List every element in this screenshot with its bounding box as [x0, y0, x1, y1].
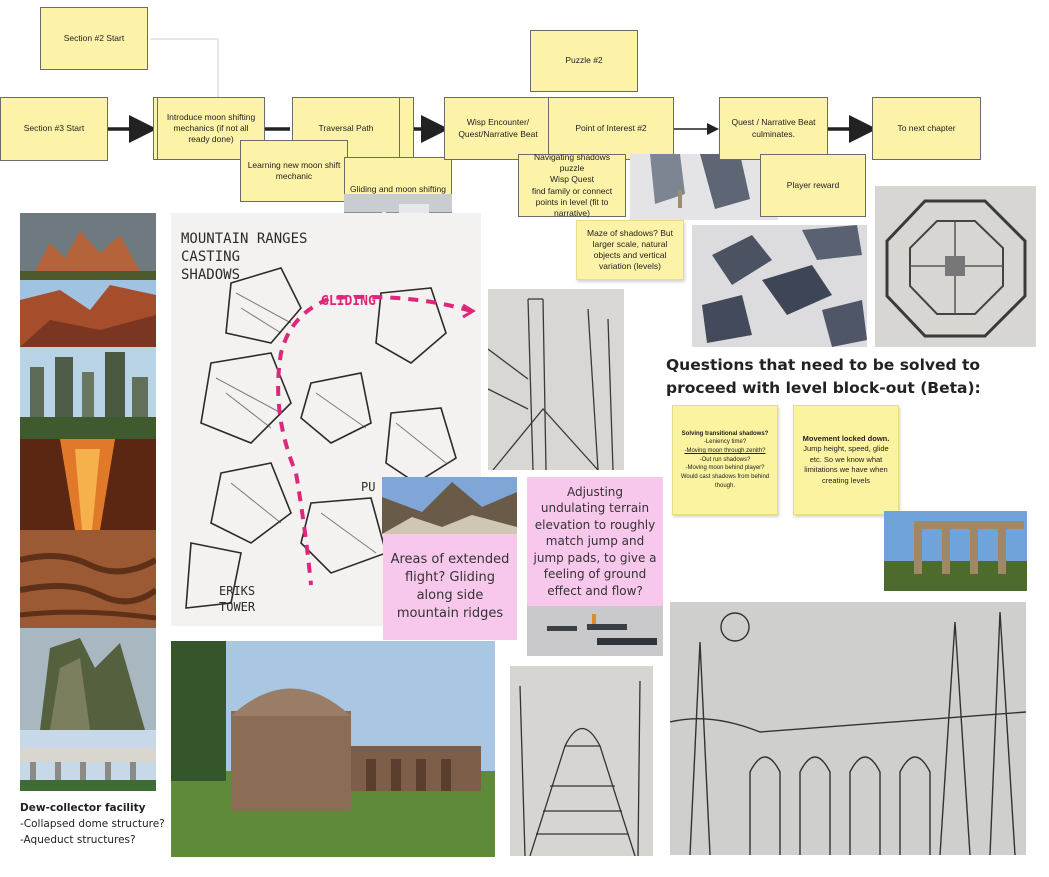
- photo-green-cliffs: [20, 628, 156, 730]
- sticky-shadows-line-1: -Leniency time?: [703, 439, 747, 446]
- photo-aqueduct-ruin: [884, 511, 1027, 591]
- sticky-shadows-line-2: -Moving moon through zenith?: [684, 447, 766, 454]
- sticky-movement-locked[interactable]: [793, 405, 899, 515]
- sketch-mountain-label-2: CASTING: [181, 249, 241, 265]
- sketch-pu-label: PU: [361, 480, 376, 494]
- photo-pillar-mountains: [20, 347, 156, 439]
- note-maze-of-shadows[interactable]: Maze of shadows? But larger scale, natural objects and vertical variation (levels): [576, 220, 684, 280]
- sticky-shadows-line-3: -Out run shadows?: [699, 456, 751, 463]
- photo-dome-aqueduct: [171, 641, 495, 857]
- canyon-perspective-sketch: [488, 289, 624, 470]
- note-learning-moon[interactable]: Learning new moon shift mechanic: [240, 140, 348, 202]
- photo-red-canyon: [20, 280, 156, 347]
- shadow-maze-screenshot-top: [630, 154, 778, 220]
- photo-canyonlands: [20, 530, 156, 628]
- sketch-mountain-label-3: SHADOWS: [181, 267, 241, 283]
- sketch-eriks-label-1: ERIKS: [219, 584, 256, 598]
- sticky-shadows-line-5: Would cast shadows from behind though.: [680, 474, 770, 489]
- photo-aqueduct-bridge: [20, 730, 156, 791]
- sticky-shadows-line-4: -Moving moon behind player?: [685, 465, 765, 472]
- dew-collector-caption: [20, 800, 180, 848]
- pink-note-extended-flight[interactable]: Areas of extended flight? Gliding along side mountain ridges: [383, 534, 517, 640]
- note-puzzle2[interactable]: Puzzle #2: [530, 30, 638, 92]
- hall-perspective-sketch: [510, 666, 653, 856]
- photo-lava-gorge: [20, 439, 156, 530]
- sticky-transitional-shadows[interactable]: [672, 405, 778, 515]
- note-player-reward[interactable]: Player reward: [760, 154, 866, 217]
- note-next-chapter[interactable]: To next chapter: [872, 97, 981, 160]
- note-introduce-moon[interactable]: Introduce moon shifting mechanics (if not all ready done): [157, 97, 265, 160]
- note-gliding-moon[interactable]: Gliding and moon shifting: [344, 157, 452, 219]
- note-navigating-shadows[interactable]: Navigating shadows puzzle Wisp Quest find family or connect points in level (fit to narrative): [518, 154, 626, 217]
- note-wisp-encounter[interactable]: Wisp Encounter/ Quest/Narrative Beat: [444, 97, 552, 160]
- mountain-ridge-photo: [382, 477, 517, 534]
- sticky-movement-title: Movement locked down.: [802, 433, 890, 443]
- note-quest-culminates[interactable]: Quest / Narrative Beat culminates.: [719, 97, 828, 160]
- photo-red-peaks: [20, 213, 156, 280]
- dew-line-2: -Aqueduct structures?: [20, 834, 136, 846]
- octagon-fortress-sketch: [875, 186, 1036, 347]
- sticky-movement-body: Jump height, speed, glide etc. So we know what limitations we have when creating levels: [803, 444, 889, 485]
- note-poi2[interactable]: Point of Interest #2: [548, 97, 674, 160]
- sketch-mountain-label-1: MOUNTAIN RANGES: [181, 231, 308, 247]
- dew-title: Dew-collector facility: [20, 802, 146, 814]
- jump-pads-render: [527, 606, 663, 656]
- shadow-blockout-render: [692, 225, 867, 347]
- sketch-gliding-label: GLIDING: [321, 294, 376, 309]
- sketch-eriks-label-2: TOWER: [219, 600, 256, 614]
- sticky-shadows-title: Solving transitional shadows?: [681, 430, 769, 437]
- note-traversal-path[interactable]: Traversal Path: [292, 97, 400, 160]
- dew-line-1: -Collapsed dome structure?: [20, 818, 165, 830]
- questions-heading: Questions that need to be solved to proceed with level block-out (Beta):: [666, 356, 981, 397]
- arches-canyon-sketch: [670, 602, 1026, 855]
- pink-note-terrain-elevation[interactable]: Adjusting undulating terrain elevation to roughly match jump and jump pads, to give a feeling of ground effect and flow?: [527, 477, 663, 606]
- note-section2-start[interactable]: Section #2 Start: [40, 7, 148, 70]
- note-section3-start[interactable]: Section #3 Start: [0, 97, 108, 161]
